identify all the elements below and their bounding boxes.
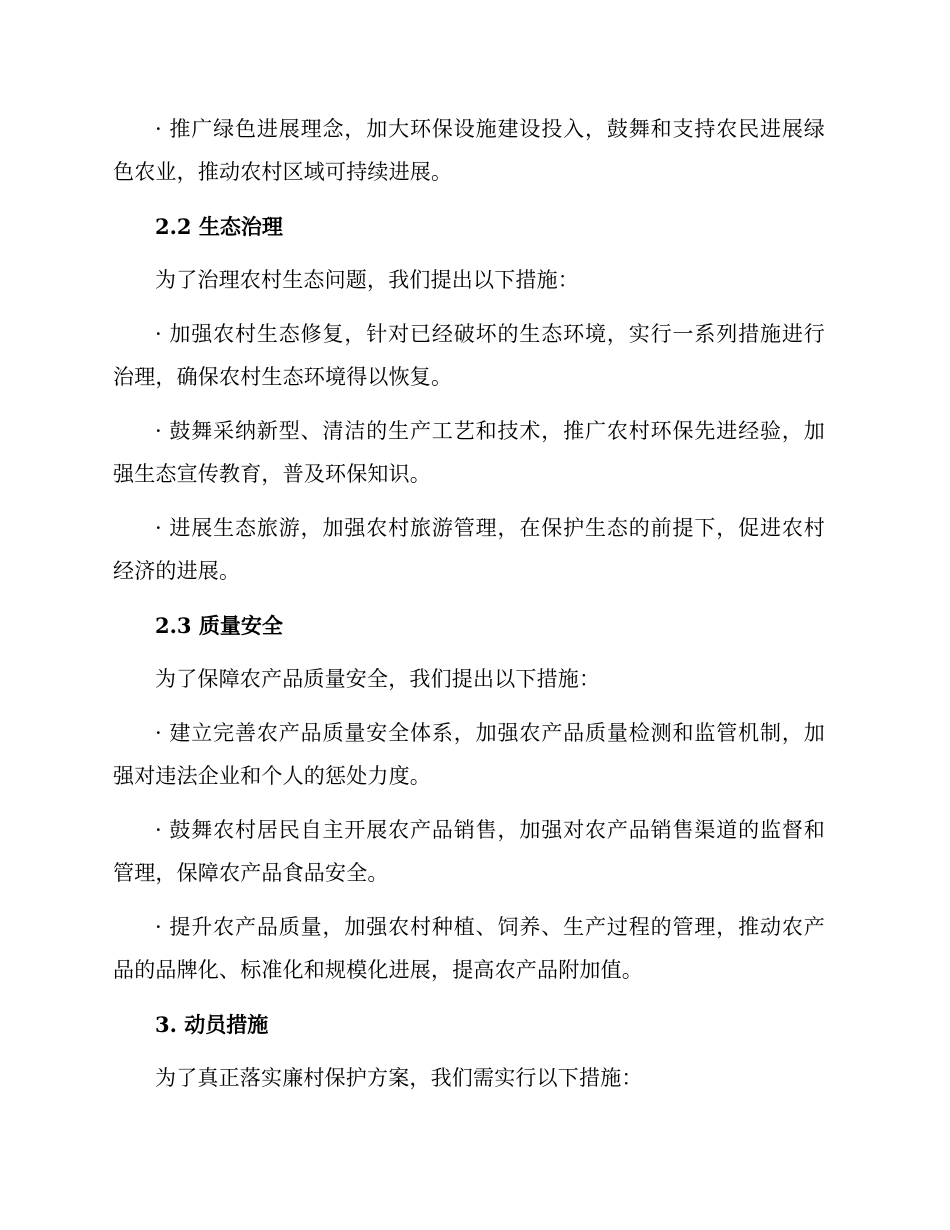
bullet-paragraph: · 加强农村生态修复，针对已经破坏的生态环境，实行一系列措施进行治理，确保农村生态环境得以恢复。 bbox=[113, 322, 825, 389]
bullet-paragraph: · 提升农产品质量，加强农村种植、饲养、生产过程的管理，推动农产品的品牌化、标准化和规模化进展，提高农产品附加值。 bbox=[113, 915, 825, 982]
intro-paragraph: 为了保障农产品质量安全，我们提出以下措施： bbox=[155, 667, 601, 691]
section-heading: 2.3 质量安全 bbox=[155, 613, 283, 638]
bullet-paragraph: · 进展生态旅游，加强农村旅游管理，在保护生态的前提下，促进农村经济的进展。 bbox=[113, 516, 825, 583]
document-page bbox=[113, 108, 825, 1111]
section-heading: 3. 动员措施 bbox=[155, 1012, 269, 1037]
intro-paragraph: 为了真正落实廉村保护方案，我们需实行以下措施： bbox=[155, 1066, 643, 1090]
bullet-paragraph: · 鼓舞采纳新型、清洁的生产工艺和技术，推广农村环保先进经验，加强生态宣传教育，普及环保知识。 bbox=[113, 419, 825, 486]
bullet-paragraph: · 鼓舞农村居民自主开展农产品销售，加强对农产品销售渠道的监督和管理，保障农产品食品安全。 bbox=[113, 818, 825, 885]
intro-paragraph: 为了治理农村生态问题，我们提出以下措施： bbox=[155, 268, 579, 292]
bullet-paragraph: · 推广绿色进展理念，加大环保设施建设投入，鼓舞和支持农民进展绿色农业，推动农村区域可持续进展。 bbox=[113, 117, 825, 184]
section-heading: 2.2 生态治理 bbox=[155, 214, 283, 239]
bullet-paragraph: · 建立完善农产品质量安全体系，加强农产品质量检测和监管机制，加强对违法企业和个人的惩处力度。 bbox=[113, 721, 825, 788]
